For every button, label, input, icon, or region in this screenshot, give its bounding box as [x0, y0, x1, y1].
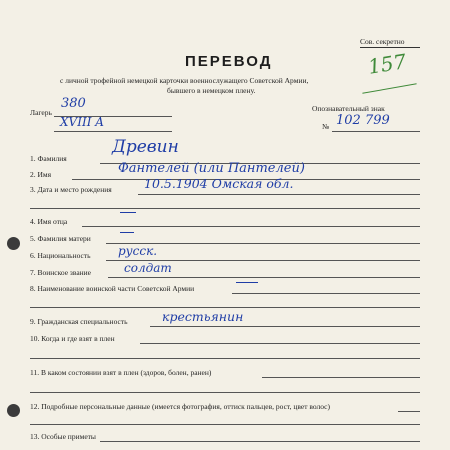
field-13-label: 13. Особые приметы — [30, 432, 96, 441]
field-9-line — [150, 326, 420, 327]
field-11-extra-line — [30, 392, 420, 393]
field-13-line — [100, 441, 420, 442]
stamp-number: 157 — [366, 49, 408, 79]
classification-label: Сов. секретно — [360, 37, 405, 46]
field-12-extra-line — [30, 424, 420, 425]
punch-hole-bottom — [7, 404, 20, 417]
id-mark-underline — [332, 131, 420, 132]
field-3-label: 3. Дата и место рождения — [30, 185, 112, 194]
camp-value: 380 — [61, 96, 86, 111]
subtitle-line-2: бывшего в немецком плену. — [167, 86, 256, 95]
field-10-extra-line — [30, 358, 420, 359]
field-7-label: 7. Воинское звание — [30, 268, 92, 277]
classification-underline — [360, 47, 420, 48]
field-7-value: солдат — [124, 261, 172, 275]
field-5-value-dash — [120, 232, 134, 233]
field-1-label: 1. Фамилия — [30, 154, 67, 163]
field-9-label: 9. Гражданская специальность — [30, 317, 128, 326]
camp-underline-2 — [54, 131, 172, 132]
punch-hole-top — [7, 237, 20, 250]
field-2-label: 2. Имя — [30, 170, 52, 179]
field-9-value: крестьянин — [162, 309, 244, 324]
field-8-label: 8. Наименование воинской части Советской Армии — [30, 284, 195, 293]
id-mark-label: Опознавательный знак — [312, 104, 385, 113]
field-11-line — [262, 377, 420, 378]
field-3-value: 10.5.1904 Омская обл. — [144, 176, 294, 191]
field-8-line — [232, 293, 420, 294]
field-2-value: Фантелей (или Пантелей) — [118, 161, 305, 176]
field-10-label: 10. Когда и где взят в плен — [30, 334, 115, 343]
page-title: ПЕРЕВОД — [185, 53, 273, 70]
field-11-label: 11. В каком состоянии взят в плен (здоров, болен, ранен) — [30, 368, 212, 377]
field-6-label: 6. Национальность — [30, 251, 91, 260]
field-3-extra-line — [30, 208, 420, 209]
subtitle-line-1: с личной трофейной немецкой карточки военнослужащего Советской Армии, — [60, 76, 309, 85]
field-7-line — [108, 277, 420, 278]
field-5-label: 5. Фамилия матери — [30, 234, 91, 243]
field-6-value: русск. — [118, 244, 158, 258]
id-mark-value: 102 799 — [336, 113, 390, 128]
camp-value-secondary: XVIII A — [60, 115, 104, 129]
camp-label: Лагерь — [30, 108, 52, 117]
stamp-number-underline — [362, 83, 416, 94]
id-mark-prefix: № — [322, 122, 330, 131]
field-4-label: 4. Имя отца — [30, 217, 68, 226]
field-10-line — [140, 343, 420, 344]
field-3-line — [138, 194, 420, 195]
field-4-line — [82, 226, 420, 227]
field-8-extra-line — [30, 307, 420, 308]
field-12-line — [398, 411, 420, 412]
field-8-value-dash — [236, 282, 258, 283]
field-4-value-dash — [120, 212, 136, 213]
field-1-value: Древин — [112, 137, 179, 157]
field-12-label: 12. Подробные персональные данные (имеется фотография, оттиск пальцев, рост, цвет волос) — [30, 402, 330, 411]
